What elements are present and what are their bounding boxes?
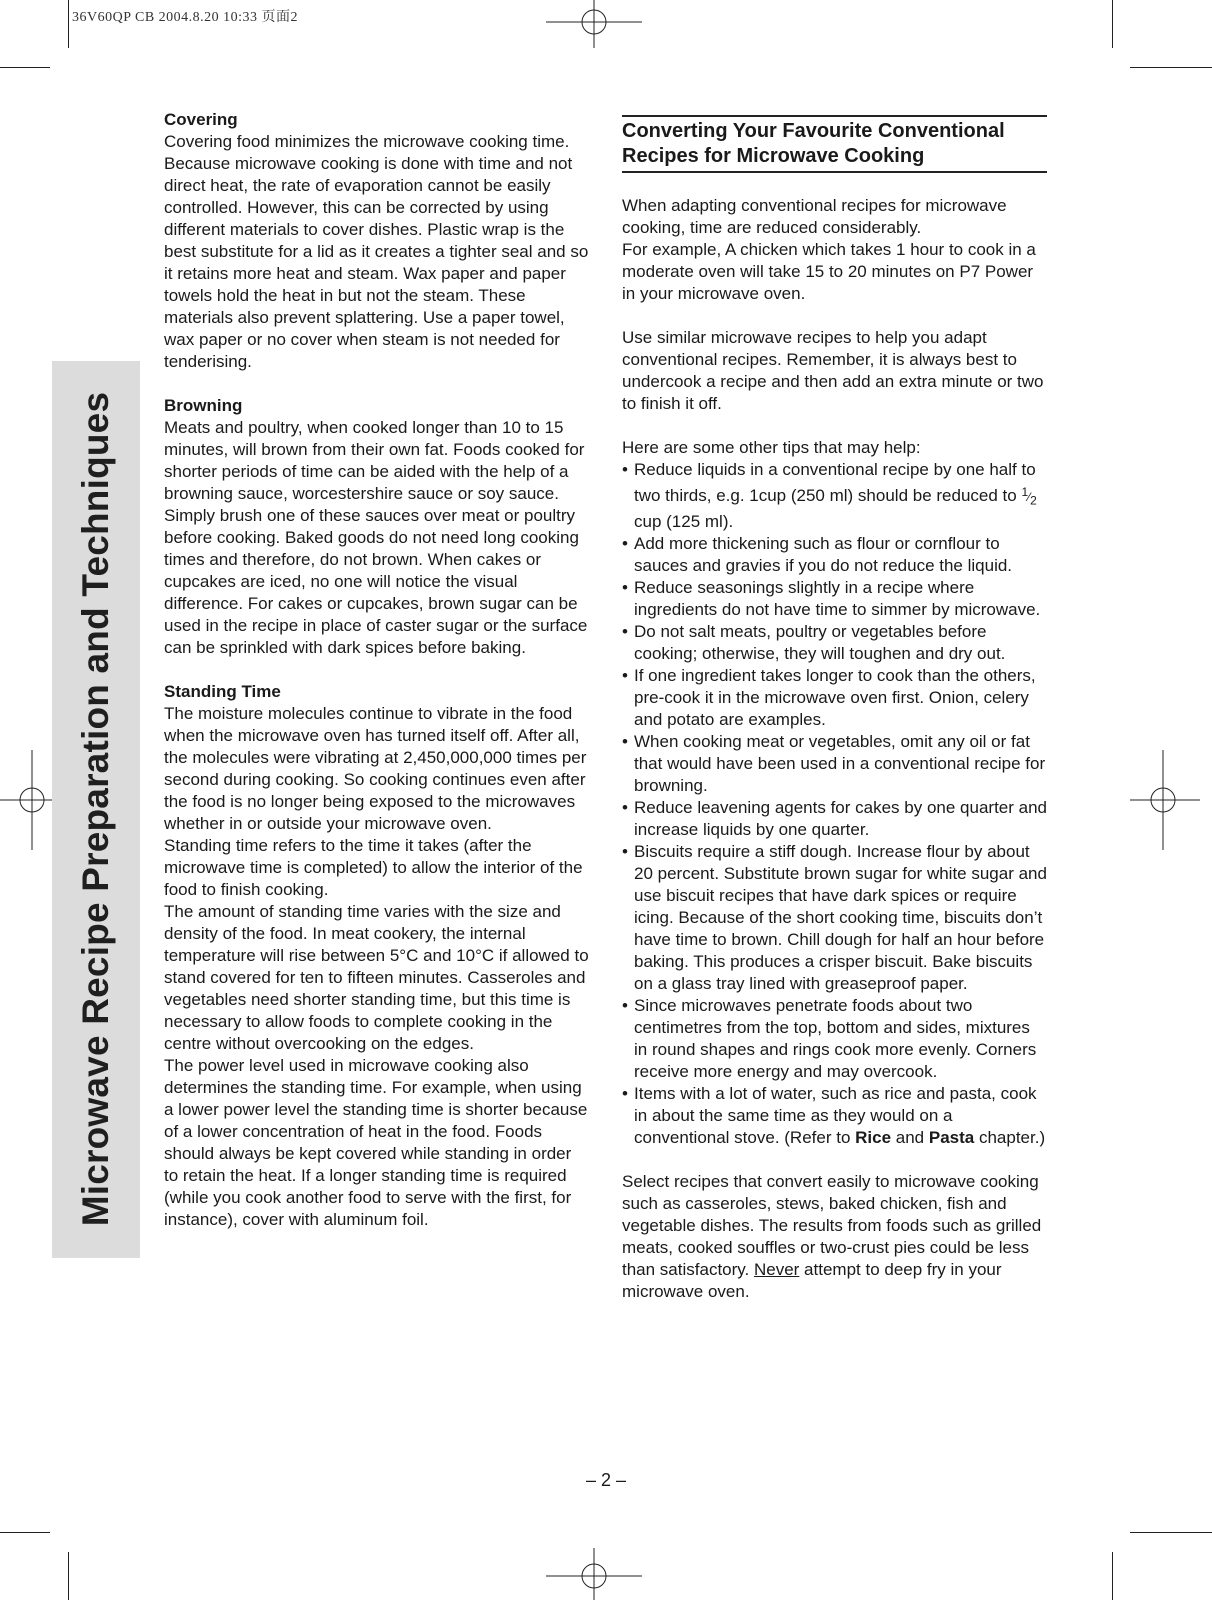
bullet-icon: • (622, 798, 628, 818)
bullet-icon: • (622, 622, 628, 642)
tip-text: If one ingredient takes longer to cook than the others, pre-cook it in the microwave oven first. Onion, celery and potato are examples. (634, 666, 1036, 730)
fraction: $^1⁄_2$ (1021, 485, 1037, 508)
tip-text: When cooking meat or vegetables, omit any oil or fat that would have been used in a conventional recipe for browning. (634, 732, 1046, 796)
standing-time-paragraph-4: The power level used in microwave cooking also determines the standing time. For example, when using a lower power level the standing time is shorter because of a lower concentration of heat in the food. Foods should always be kept covered while standing in order to retain the heat. If a longer standing time is required (while you cook another food to serve with the first, for instance), cover with aluminum foil. (164, 1056, 588, 1229)
tip-item (622, 995, 1047, 1083)
browning-paragraph: Meats and poultry, when cooked longer than 10 to 15 minutes, will brown from their own fat. Foods cooked for shorter periods of time can be aided with the help of a browning sauce, worcestershire sauce or soy sauce. Simply brush one of these sauces over meat or poultry before cooking. Baked goods do not need long cooking times and therefore, do not brown. When cakes or cupcakes are iced, no one will notice the visual difference. For cakes or cupcakes, brown sugar can be used in the recipe in place of caster sugar or the surface can be sprinkled with dark spices before baking. (164, 418, 588, 657)
bullet-icon: • (622, 842, 628, 862)
bullet-icon: • (622, 534, 628, 554)
bullet-icon: • (622, 996, 628, 1016)
standing-time-paragraph-2: Standing time refers to the time it takes (after the microwave time is completed) to allow the interior of the food to finish cooking. (164, 836, 583, 899)
tip-text-end: cup (125 ml). (634, 512, 734, 532)
tip-item (622, 577, 1047, 621)
tip-text: Reduce leavening agents for cakes by one quarter and increase liquids by one quarter. (634, 798, 1047, 840)
tip-text: Items with a lot of water, such as rice and pasta, cook in about the same time as they would on a conventional stove. (Refer to (634, 1084, 1037, 1148)
standing-time-paragraph-3: The amount of standing time varies with the size and density of the food. In meat cookery, the internal temperature will rise between 5°C and 10°C if allowed to stand covered for ten to fifteen minutes. Casseroles and vegetables need shorter standing time, but this time is necessary to allow foods to complete cooking in the centre without overcooking on the edges. (164, 902, 589, 1053)
tip-item (622, 665, 1047, 731)
pasta-chapter-ref: Pasta (928, 1128, 975, 1148)
tips-intro: Here are some other tips that may help: (622, 438, 921, 457)
tip-item (622, 797, 1047, 841)
registration-mark-top (546, 0, 642, 48)
tip-item (622, 841, 1047, 995)
browning-heading: Browning (164, 396, 243, 415)
tip-text: Reduce seasonings slightly in a recipe where ingredients do not have time to simmer by microwave. (634, 578, 1041, 620)
left-column (164, 109, 589, 1231)
tip-item (622, 731, 1047, 797)
similar-recipes-paragraph: Use similar microwave recipes to help you adapt conventional recipes. Remember, it is always best to undercook a recipe and then add an extra minute or two to finish it off. (622, 328, 1044, 413)
covering-heading: Covering (164, 110, 238, 129)
rice-chapter-ref: Rice (855, 1128, 892, 1148)
bullet-icon: • (622, 732, 628, 752)
closing-paragraph: Select recipes that convert easily to microwave cooking such as casseroles, stews, baked chicken, fish and vegetable dishes. The results from foods such as grilled meats, cooked souffles or two-crust pies could be less than satisfactory. Never attempt to deep fry in your microwave oven. (622, 1172, 1042, 1302)
section-heading: Converting Your Favourite Conventional Recipes for Microwave Cooking (622, 115, 1047, 173)
covering-paragraph-2: Because microwave cooking is done with time and not direct heat, the rate of evaporation cannot be easily controlled. However, this can be corrected by using different materials to cover dishes. Plastic wrap is the best substitute for a lid as it creates a tighter seal and so it retains more heat and steam. Wax paper and paper towels hold the heat in but not the steam. These materials also prevent splattering. Use a paper towel, wax paper or no cover when steam is not needed for tenderising. (164, 154, 589, 371)
side-tab-title: Microwave Recipe Preparation and Techniques (75, 391, 116, 1227)
bullet-icon: • (622, 460, 628, 479)
print-stamp: 36V60QP CB 2004.8.20 10:33 页面2 (72, 10, 299, 25)
registration-mark-bottom (546, 1548, 642, 1600)
bullet-icon: • (622, 578, 628, 598)
tip-item (622, 621, 1047, 665)
bullet-icon: • (622, 666, 628, 686)
tip-text: Biscuits require a stiff dough. Increase flour by about 20 percent. Substitute brown sugar for white sugar and use biscuit recipes that have dark spices or require icing. Because of the short cooking time, biscuits don’t have time to brown. Chill dough for half an hour before baking. This produces a crisper biscuit. Bake biscuits on a glass tray lined with greaseproof paper. (634, 842, 1047, 994)
tip-text: Add more thickening such as flour or cornflour to sauces and gravies if you do not reduce the liquid. (634, 534, 1013, 576)
page-number: – 2 – (585, 1470, 627, 1490)
standing-time-paragraph-1: The moisture molecules continue to vibrate in the food when the microwave oven has turned itself off. After all, the molecules were vibrating at 2,450,000,000 times per second during cooking. So cooking continues even after the food is no longer being exposed to the microwaves whether in or outside your microwave oven. (164, 704, 587, 833)
tip-item (622, 459, 1047, 533)
tip-item (622, 533, 1047, 577)
right-column (622, 115, 1047, 1303)
tip-text: Reduce liquids in a conventional recipe by one half to two thirds, e.g. 1cup (250 ml) should be reduced to (634, 460, 1036, 505)
intro-paragraph-1: When adapting conventional recipes for microwave cooking, time are reduced considerably. (622, 196, 1007, 237)
never-emphasis: Never (753, 1260, 800, 1280)
tip-item: • Items with a lot of water, such as rice and pasta, cook in about the same time as they would on a conventional stove. (Refer to Rice and Pasta chapter.) (622, 1084, 1046, 1148)
registration-mark-right (1130, 750, 1212, 850)
tip-text: Since microwaves penetrate foods about two centimetres from the top, bottom and sides, mixtures in round shapes and rings cook more evenly. Corners receive more energy and may overcook. (634, 996, 1037, 1082)
bullet-icon: • (622, 1084, 628, 1104)
covering-paragraph-1: Covering food minimizes the microwave cooking time. (164, 132, 570, 151)
intro-paragraph-2: For example, A chicken which takes 1 hour to cook in a moderate oven will take 15 to 20 minutes on P7 Power in your microwave oven. (622, 240, 1036, 303)
registration-mark-left (0, 750, 60, 850)
standing-time-heading: Standing Time (164, 682, 281, 701)
tips-list (622, 459, 1047, 1149)
tip-text: Do not salt meats, poultry or vegetables before cooking; otherwise, they will toughen and dry out. (634, 622, 1006, 664)
